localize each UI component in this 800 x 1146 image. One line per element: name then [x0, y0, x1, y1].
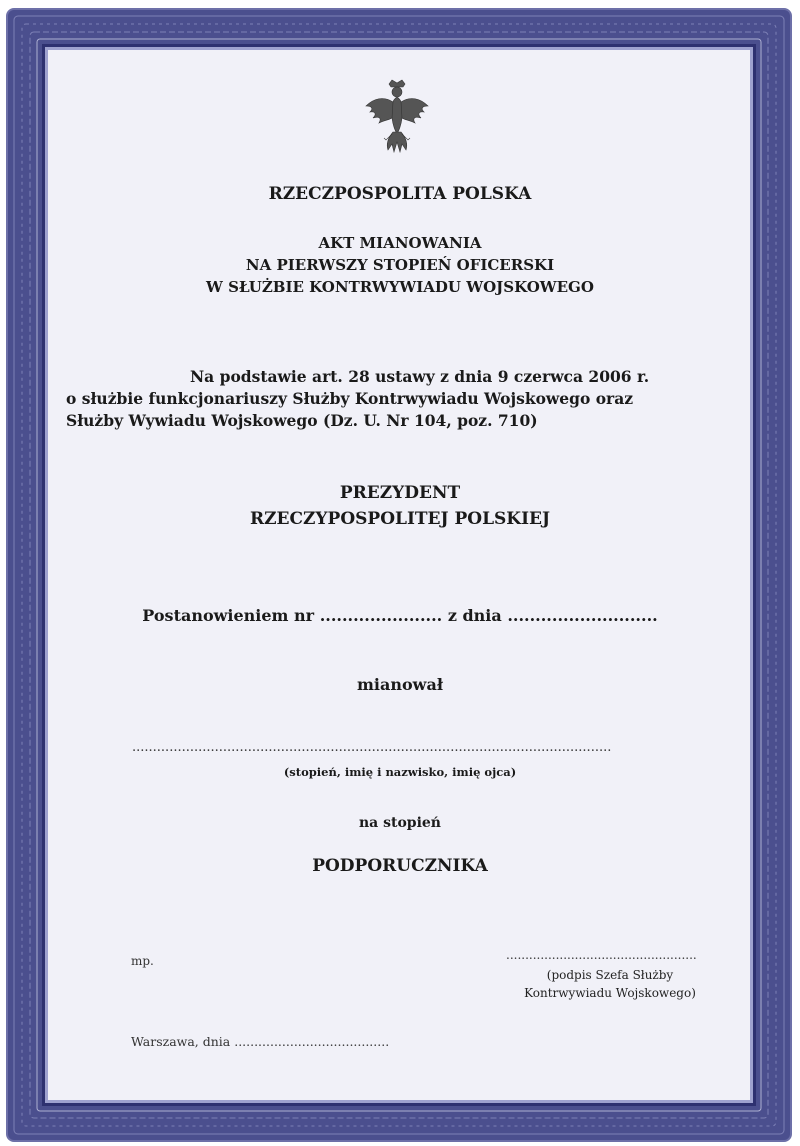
authority-heading — [0, 480, 800, 532]
legal-basis-line-2: o służbie funkcjonariuszy Służby Kontrwywiadu Wojskowego oraz — [66, 389, 634, 408]
document-title — [0, 232, 800, 298]
decision-prefix: Postanowieniem nr — [142, 606, 315, 625]
decision-date-label: z dnia — [447, 606, 502, 625]
rank-prefix: na stopień — [358, 815, 441, 831]
decision-line — [0, 606, 800, 625]
person-field: .................................................................................................................... — [132, 740, 612, 755]
title-line-3: W SŁUŻBIE KONTRWYWIADU WOJSKOWEGO — [206, 278, 594, 296]
appointed-verb: mianował — [357, 675, 443, 694]
seal-place-label: mp. — [131, 954, 154, 968]
signature-caption-line-2: Kontrwywiadu Wojskowego) — [524, 986, 696, 1000]
signature-field: .................................................. — [506, 948, 697, 962]
title-line-2: NA PIERWSZY STOPIEŃ OFICERSKI — [245, 256, 555, 274]
authority-line-1: PREZYDENT — [339, 483, 461, 503]
country-heading: RZECZPOSPOLITA POLSKA — [268, 184, 532, 204]
decision-number-field: ...................... — [319, 606, 443, 625]
polish-eagle-emblem — [362, 78, 432, 158]
legal-basis-paragraph — [66, 366, 736, 432]
authority-line-2: RZECZYPOSPOLITEJ POLSKIEJ — [249, 509, 551, 529]
person-field-caption: (stopień, imię i nazwisko, imię ojca) — [283, 765, 517, 779]
place-date-field: Warszawa, dnia ....................................... — [131, 1034, 390, 1049]
legal-basis-line-1: Na podstawie art. 28 ustawy z dnia 9 czerwca 2006 r. — [190, 367, 650, 386]
signature-caption — [480, 966, 740, 1002]
legal-basis-line-3: Służby Wywiadu Wojskowego (Dz. U. Nr 104, poz. 710) — [66, 411, 538, 430]
title-line-1: AKT MIANOWANIA — [318, 234, 482, 252]
decision-date-field: ........................... — [507, 606, 658, 625]
rank-title: PODPORUCZNIKA — [312, 856, 488, 876]
signature-caption-line-1: (podpis Szefa Służby — [546, 968, 674, 982]
